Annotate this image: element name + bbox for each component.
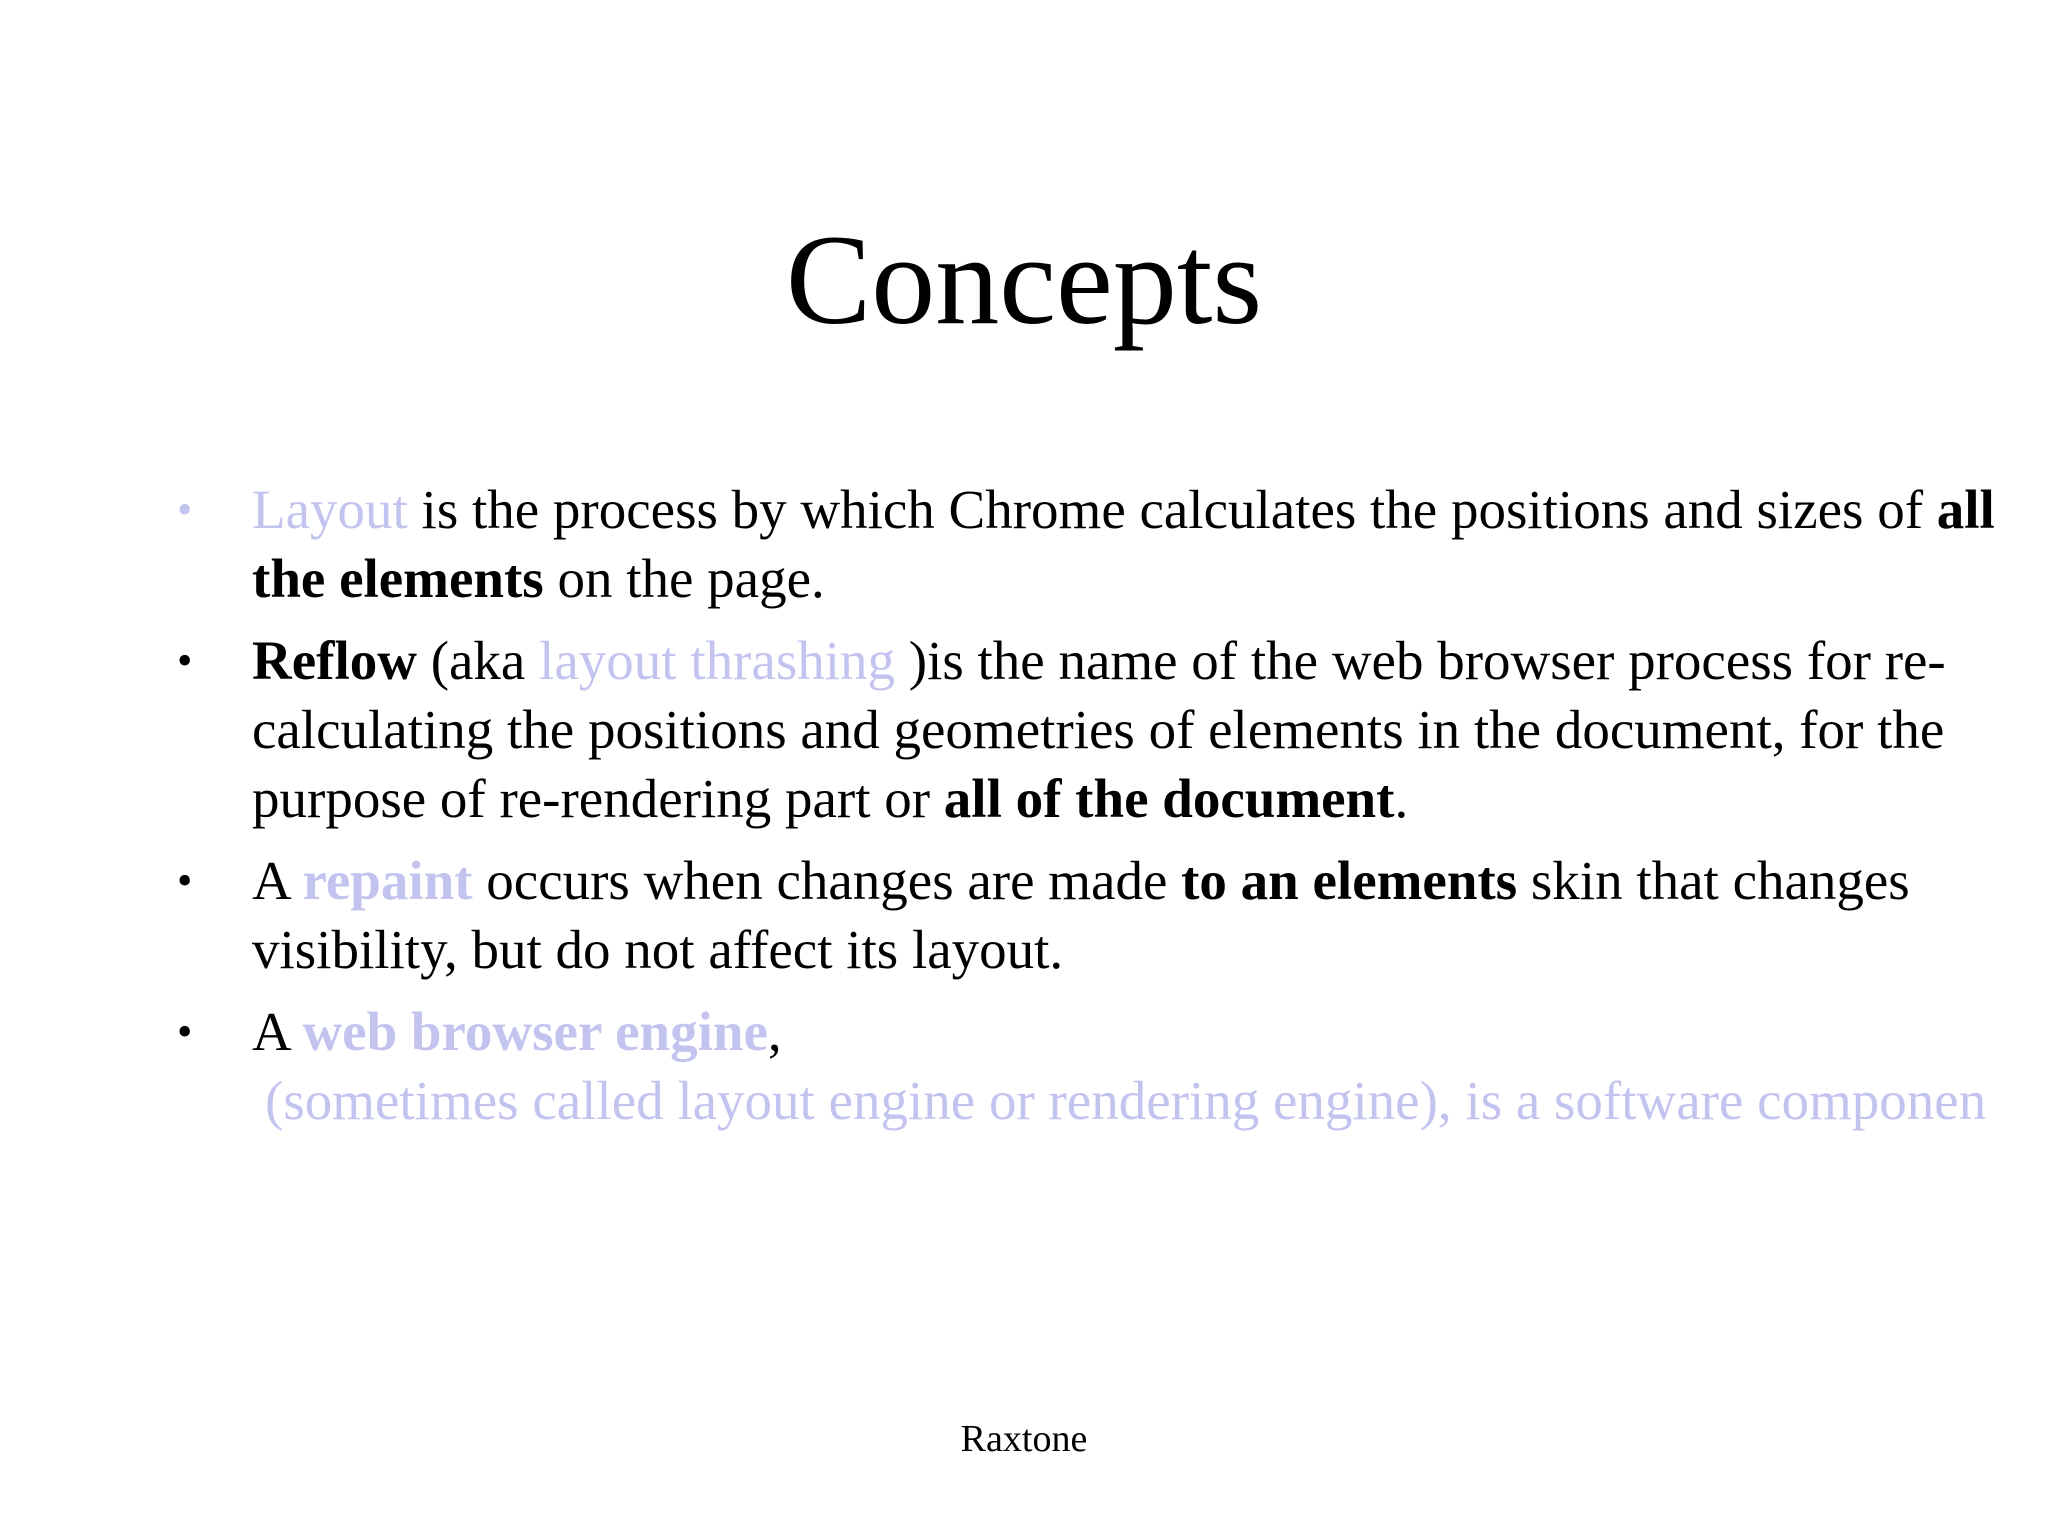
repaint-link[interactable]: repaint bbox=[302, 850, 473, 911]
bullet-text: on the page. bbox=[543, 548, 825, 609]
bullet-text: occurs when changes are made bbox=[472, 850, 1182, 911]
bullet-repaint bbox=[177, 846, 2048, 984]
bullet-text: is the process by which Chrome calculates the positions and sizes of bbox=[407, 479, 1937, 540]
slide-footer: Raxtone bbox=[960, 1418, 1088, 1460]
bullet-text: )is the name of the web browser process for re-calculating the positions and geometries of elements in the document, for the purpose of re-rendering part or bbox=[252, 630, 1946, 829]
layout-link[interactable]: Layout bbox=[252, 479, 408, 540]
bullet-reflow bbox=[177, 626, 2048, 833]
bullet-text: A bbox=[252, 1001, 303, 1062]
bullet-layout bbox=[177, 475, 2048, 613]
bullet-text: , bbox=[767, 1001, 782, 1062]
bullet-marker: • bbox=[177, 856, 193, 905]
layout-thrashing-link[interactable]: layout thrashing bbox=[539, 630, 896, 691]
bullet-marker: • bbox=[177, 485, 193, 534]
bold-text: Reflow bbox=[252, 630, 417, 691]
slide-title: Concepts bbox=[785, 209, 1263, 351]
bullet-list bbox=[177, 475, 2048, 1148]
bold-text: all of the document bbox=[943, 768, 1395, 829]
bullet-text: A bbox=[252, 850, 303, 911]
web-browser-engine-link[interactable]: web browser engine bbox=[302, 1001, 768, 1062]
bold-text: to an elements bbox=[1181, 850, 1518, 911]
bullet-browser-engine bbox=[177, 997, 2048, 1135]
browser-engine-description-link[interactable]: (sometimes called layout engine or rendering engine), is a software componen bbox=[265, 1070, 1987, 1131]
bullet-marker: • bbox=[177, 636, 193, 685]
bullet-text: skin that changes visibility, but do not affect its layout. bbox=[252, 850, 1910, 980]
bold-text: all the elements bbox=[252, 479, 1995, 609]
bullet-text: . bbox=[1394, 768, 1409, 829]
bullet-text: (aka bbox=[416, 630, 540, 691]
bullet-marker: • bbox=[177, 1007, 193, 1056]
